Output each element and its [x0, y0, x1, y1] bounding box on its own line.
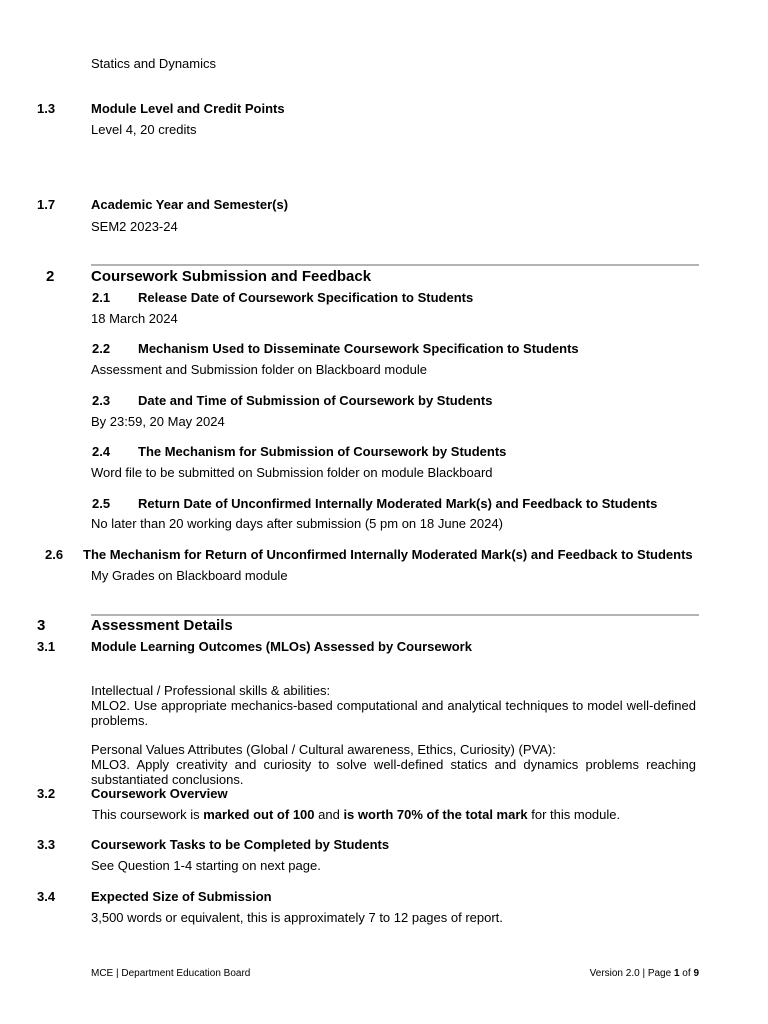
section-number-1-3: 1.3 — [37, 101, 56, 116]
section-heading-2-6: The Mechanism for Return of Unconfirmed Internally Moderated Mark(s) and Feedback to Students — [83, 547, 693, 562]
section-3-rule — [91, 614, 699, 616]
overview-bold-marks: marked out of 100 — [203, 807, 315, 822]
section-number-3: 3 — [37, 617, 46, 634]
section-number-2-3: 2.3 — [92, 393, 111, 408]
section-heading-3-3: Coursework Tasks to be Completed by Students — [91, 837, 390, 852]
return-date-value: No later than 20 working days after submission (5 pm on 18 June 2024) — [91, 516, 503, 531]
section-number-3-2: 3.2 — [37, 786, 56, 801]
footer-page-info — [590, 969, 699, 979]
section-number-2-5: 2.5 — [92, 496, 111, 511]
module-title-value: Statics and Dynamics — [91, 56, 216, 71]
dissemination-mechanism-value: Assessment and Submission folder on Blackboard module — [91, 362, 428, 377]
mlo2-line-1: MLO2. Use appropriate mechanics-based computational and analytical techniques to model well-defined — [91, 698, 696, 713]
submission-mechanism-value: Word file to be submitted on Submission folder on module Blackboard — [91, 465, 493, 480]
overview-text-c: for this module. — [527, 807, 621, 822]
mlo3-line-1: MLO3. Apply creativity and curiosity to solve well-defined statics and dynamics problems reaching — [91, 757, 696, 772]
section-number-3-4: 3.4 — [37, 889, 56, 904]
footer-page-total: 9 — [693, 968, 699, 979]
section-heading-2-3: Date and Time of Submission of Coursework by Students — [138, 393, 493, 408]
section-number-1-7: 1.7 — [37, 197, 56, 212]
release-date-value: 18 March 2024 — [91, 311, 178, 326]
footer-page-of: of — [679, 968, 694, 979]
section-heading-3-2: Coursework Overview — [91, 786, 228, 801]
ipsa-block — [91, 683, 696, 728]
section-number-2-6: 2.6 — [45, 547, 64, 562]
section-heading-2: Coursework Submission and Feedback — [91, 268, 372, 285]
footer-department: MCE | Department Education Board — [91, 968, 251, 979]
overview-text-a: This coursework is — [92, 807, 204, 822]
overview-bold-weight: is worth 70% of the total mark — [343, 807, 528, 822]
section-number-3-1: 3.1 — [37, 639, 56, 654]
section-number-2-4: 2.4 — [92, 444, 111, 459]
section-heading-1-3: Module Level and Credit Points — [91, 101, 285, 116]
section-2-rule — [91, 264, 699, 266]
mlo2-line-2: problems. — [91, 713, 149, 728]
section-heading-2-5: Return Date of Unconfirmed Internally Moderated Mark(s) and Feedback to Students — [138, 496, 658, 511]
pva-label: Personal Values Attributes (Global / Cultural awareness, Ethics, Curiosity) (PVA): — [91, 742, 556, 757]
ipsa-label: Intellectual / Professional skills & abilities: — [91, 683, 331, 698]
submission-deadline-value: By 23:59, 20 May 2024 — [91, 414, 225, 429]
section-number-2: 2 — [46, 268, 55, 285]
coursework-tasks-value: See Question 1-4 starting on next page. — [91, 858, 321, 873]
academic-year-value: SEM2 2023-24 — [91, 219, 178, 234]
section-heading-1-7: Academic Year and Semester(s) — [91, 197, 289, 212]
expected-size-value: 3,500 words or equivalent, this is approximately 7 to 12 pages of report. — [91, 910, 503, 925]
section-heading-2-4: The Mechanism for Submission of Coursework by Students — [138, 444, 507, 459]
return-mechanism-value: My Grades on Blackboard module — [91, 568, 288, 583]
section-number-3-3: 3.3 — [37, 837, 56, 852]
mlo3-line-2: substantiated conclusions. — [91, 772, 244, 787]
footer-version: Version 2.0 | Page — [589, 968, 674, 979]
section-heading-3: Assessment Details — [91, 617, 233, 634]
module-level-value: Level 4, 20 credits — [91, 122, 197, 137]
section-heading-2-2: Mechanism Used to Disseminate Coursework Specification to Students — [138, 341, 579, 356]
section-number-2-2: 2.2 — [92, 341, 111, 356]
section-heading-3-4: Expected Size of Submission — [91, 889, 272, 904]
overview-text-b: and — [314, 807, 344, 822]
pva-block — [91, 742, 696, 787]
section-heading-2-1: Release Date of Coursework Specification to Students — [138, 290, 474, 305]
section-heading-3-1: Module Learning Outcomes (MLOs) Assessed by Coursework — [91, 639, 472, 654]
footer-page-current: 1 — [673, 968, 680, 979]
section-number-2-1: 2.1 — [92, 290, 111, 305]
coursework-overview-text — [92, 808, 620, 821]
